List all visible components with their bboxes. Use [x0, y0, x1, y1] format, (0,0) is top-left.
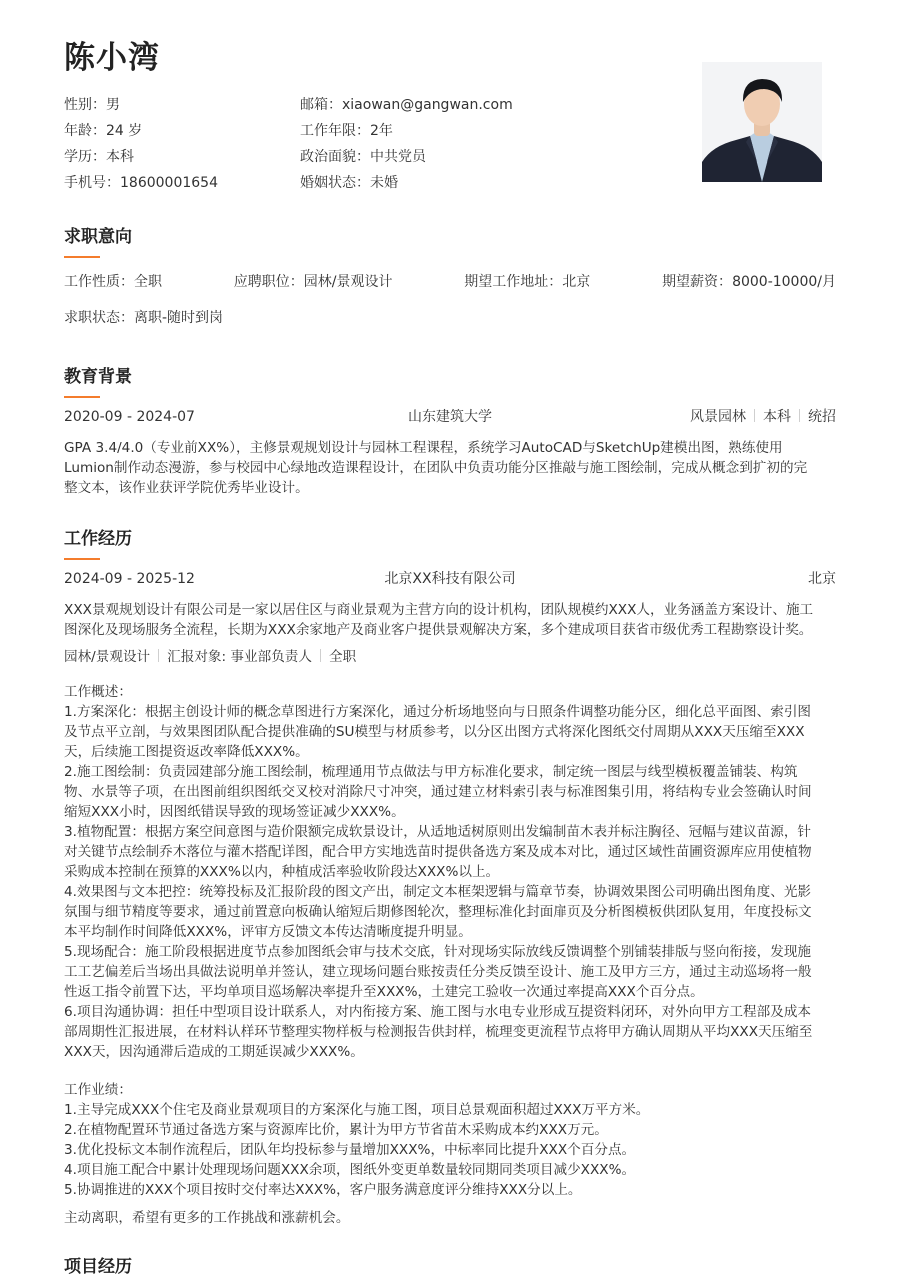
- info-row: [64, 172, 624, 198]
- section-title-intent: 求职意向: [64, 227, 132, 247]
- location-field: 期望工作地址：北京: [464, 274, 591, 290]
- education-level-field: 学历：本科: [64, 149, 134, 165]
- work-overview: 工作概述： 1.方案深化：根据主创设计师的概念草图进行方案深化，通过分析场地竖向与日照条件调整功能分区，细化总平面图、索引图 及节点平立剖，与效果图团队配合提供准确的SU模型与材质参考，以分区出图方式将深化图纸交付周期从XXX天压缩至XXX 天，后续施工图提资返改率降低XXX%。 2.施工图绘制：负责园建部分施工图绘制，梳理通用节点做法与甲方标准化要求，制定统一图层与线型模板覆盖铺装、构筑 物、水景等子项，在出图前组织图纸交叉校对消除尺寸冲突，通过建立材料索引表与标准图集引用，将结构专业会签确认时间 缩短XXX小时，因图纸错误导致的现场签证减少XXX%。 3.植物配置：根据方案空间意图与造价限额完成软景设计，从适地适树原则出发编制苗木表并标注胸径、冠幅与建议苗源，针 对关键节点绘制乔木落位与灌木搭配详图，配合甲方实地选苗时提供备选方案及成本对比，通过区域性苗圃资源库应用使植物 采购成本控制在预算的XXX%以内，种植成活率验收阶段达XXX%以上。 4.效果图与文本把控：统筹投标及汇报阶段的图文产出，制定文本框架逻辑与篇章节奏，协调效果图公司明确出图角度、光影 氛围与细节精度等要求，通过前置意向板确认缩短后期修图轮次，整理标准化封面扉页及分析图模板供团队复用，年度投标文 本平均制作时间降低XXX%，评审方反馈文本传达清晰度提升明显。 5.现场配合：施工阶段根据进度节点参加图纸会审与技术交底，针对现场实际放线反馈调整个别铺装排版与竖向衔接，发现施 工工艺偏差后当场出具做法说明单并签认，建立现场问题台账按责任分类反馈至设计、施工及甲方三方，通过主动巡场将一般 性返工指令前置下达，平均单项目巡场解决率提升至XXX%，土建完工验收一次通过率提高XXX个百分点。 6.项目沟通协调：担任中型项目设计联系人，对内衔接方案、施工图与水电专业形成互提资料闭环，对外向甲方工程部及成本 部周期性汇报进展，在材料认样环节整理实物样板与检测报告供封样，梳理变更流程节点将甲方确认周期从平均XXX天压缩至 XXX天，因沟通滞后造成的工期延误减少XXX%。: [64, 684, 813, 1060]
- leave-reason: 主动离职，希望有更多的工作挑战和涨薪机会。: [64, 1210, 350, 1226]
- job-category-tag: 园林/景观设计: [64, 649, 151, 665]
- work-meta: [64, 568, 836, 590]
- company-intro: XXX景观规划设计有限公司是一家以居住区与商业景观为主营方向的设计机构，团队规模约XXX人，业务涵盖方案设计、施工 图深化及现场服务全流程，长期为XXX余家地产及商业客户提供景观解决方案，多个建成项目获省市级优秀工程勘察设计奖。: [64, 602, 814, 638]
- work-results: 工作业绩： 1.主导完成XXX个住宅及商业景观项目的方案深化与施工图，项目总景观面积超过XXX万平方米。 2.在植物配置环节通过备选方案与资源库比价，累计为甲方节省苗木采购成本约XXX万元。 3.优化投标文本制作流程后，团队年均投标参与量增加XXX%，中标率同比提升XXX个百分点。 4.项目施工配合中累计处理现场问题XXX余项，图纸外变更单数量较同期同类项目减少XXX%。 5.协调推进的XXX个项目按时交付率达XXX%，客户服务满意度评分维持XXX分以上。: [64, 1082, 650, 1198]
- education-details: 风景园林 本科 统招: [690, 409, 836, 425]
- info-row: [64, 120, 624, 146]
- info-row: [64, 146, 624, 172]
- position-field: 应聘职位：园林/景观设计: [233, 274, 393, 290]
- political-status-field: 政治面貌：中共党员: [300, 149, 426, 165]
- section-accent-bar: [64, 558, 100, 560]
- phone-field: 手机号：18600001654: [64, 175, 218, 191]
- resume-page: [64, 0, 836, 1275]
- school-name: 山东建筑大学: [408, 409, 492, 425]
- report-to-tag: 汇报对象: 事业部负责人: [167, 649, 312, 665]
- section-title-project: 项目经历: [64, 1257, 132, 1275]
- marital-status-field: 婚姻状态：未婚: [300, 175, 398, 191]
- job-status-field: 求职状态：离职-随时到岗: [64, 310, 224, 326]
- info-row: [64, 94, 624, 120]
- education-period: 2020-09 - 2024-07: [64, 409, 195, 425]
- employment-type-tag: 全职: [329, 649, 357, 665]
- age-field: 年龄：24 岁: [64, 123, 143, 139]
- profile-photo: [702, 62, 822, 182]
- section-accent-bar: [64, 256, 100, 258]
- section-title-work: 工作经历: [64, 529, 132, 549]
- work-tags: [64, 646, 356, 668]
- job-intent-row: [64, 271, 836, 293]
- gender-field: 性别：男: [64, 97, 120, 113]
- basic-info: [64, 94, 624, 198]
- education-meta: [64, 406, 836, 428]
- work-type-field: 工作性质：全职: [64, 274, 162, 290]
- work-city: 北京: [808, 571, 836, 587]
- company-name: 北京XX科技有限公司: [384, 571, 516, 587]
- candidate-name: 陈小湾: [64, 40, 160, 76]
- section-title-education: 教育背景: [64, 367, 132, 387]
- email-field: 邮箱：xiaowan@gangwan.com: [300, 97, 513, 113]
- education-description: GPA 3.4/4.0（专业前XX%），主修景观规划设计与园林工程课程，系统学习AutoCAD与SketchUp建模出图，熟练使用 Lumion制作动态漫游，参与校园中心绿地改造课程设计，在团队中负责功能分区推敲与施工图绘制，完成从概念到扩初的完 整文本，该作业获评学院优秀毕业设计。: [64, 440, 808, 496]
- salary-field: 期望薪资：8000-10000/月: [662, 274, 836, 290]
- work-period: 2024-09 - 2025-12: [64, 571, 195, 587]
- work-years-field: 工作年限：2年: [300, 123, 393, 139]
- section-accent-bar: [64, 396, 100, 398]
